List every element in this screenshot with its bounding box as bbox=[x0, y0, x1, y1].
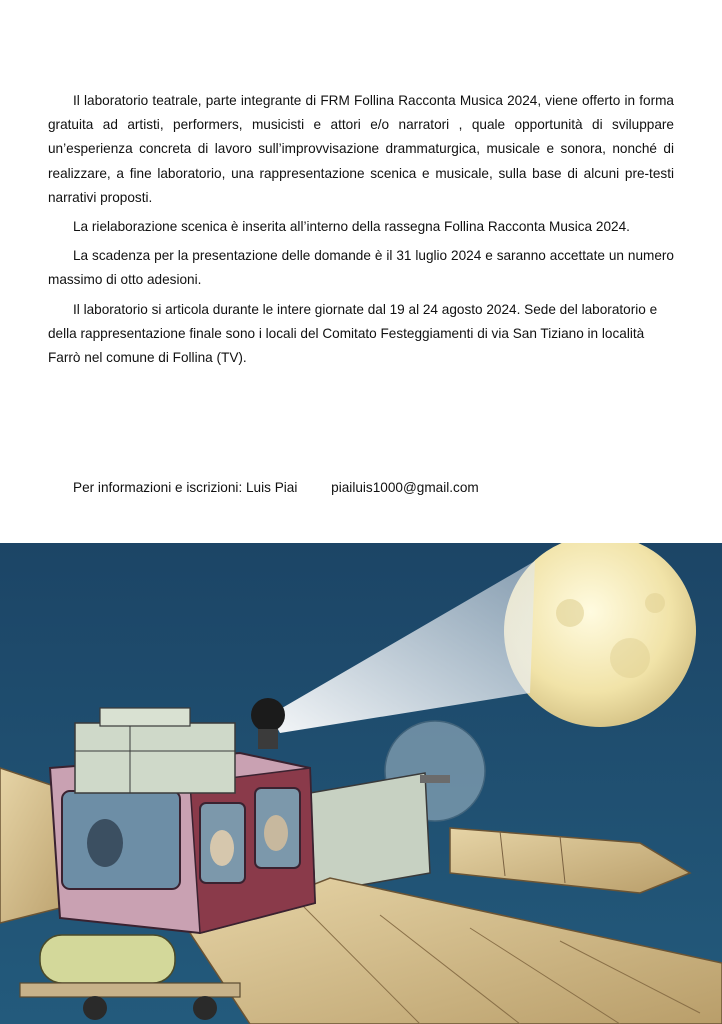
contact-email[interactable]: piailuis1000@gmail.com bbox=[331, 480, 479, 495]
body-text bbox=[48, 89, 674, 375]
engine bbox=[310, 773, 430, 893]
paragraph-intro: Il laboratorio teatrale, parte integrante di FRM Follina Racconta Musica 2024, viene offerto in forma gratuita ad artisti, performers, musicisti e attori e/o narratori , quale opportunità di sviluppare un’esperienza concreta di lavoro sull’improvvisazione drammaturgica, musicale e sonora, nonché di realizzare, a fine laboratorio, una rappresentazione scenica e musicale, sulla base di alcuni pre-testi narrativi proposti. bbox=[48, 93, 674, 205]
flying-machine-illustration bbox=[0, 543, 722, 1024]
fuel-tank bbox=[40, 935, 175, 983]
paragraph-sede: Il laboratorio si articola durante le intere giornate dal 19 al 24 agosto 2024. Sede del laboratorio e della rappresentazione finale sono i locali del Comitato Festeggiamenti di via San Tiziano in località Farrò nel comune di Follina (TV). bbox=[48, 301, 658, 366]
paragraph-scadenza: La scadenza per la presentazione delle domande è il 31 luglio 2024 e saranno accettate un numero massimo di otto adesioni. bbox=[48, 248, 674, 288]
wheel bbox=[83, 996, 107, 1020]
contact-line bbox=[73, 476, 479, 500]
roof-luggage bbox=[75, 723, 235, 793]
moon-crater bbox=[610, 638, 650, 678]
undercarriage bbox=[20, 983, 240, 997]
wheel bbox=[193, 996, 217, 1020]
contact-label: Per informazioni e iscrizioni: Luis Piai bbox=[73, 480, 298, 495]
searchlight-lamp bbox=[251, 698, 285, 732]
paragraph-rielaborazione: La rielaborazione scenica è inserita all’interno della rassegna Follina Racconta Musica 2024. bbox=[73, 219, 630, 235]
moon-crater bbox=[556, 599, 584, 627]
moon-crater bbox=[645, 593, 665, 613]
